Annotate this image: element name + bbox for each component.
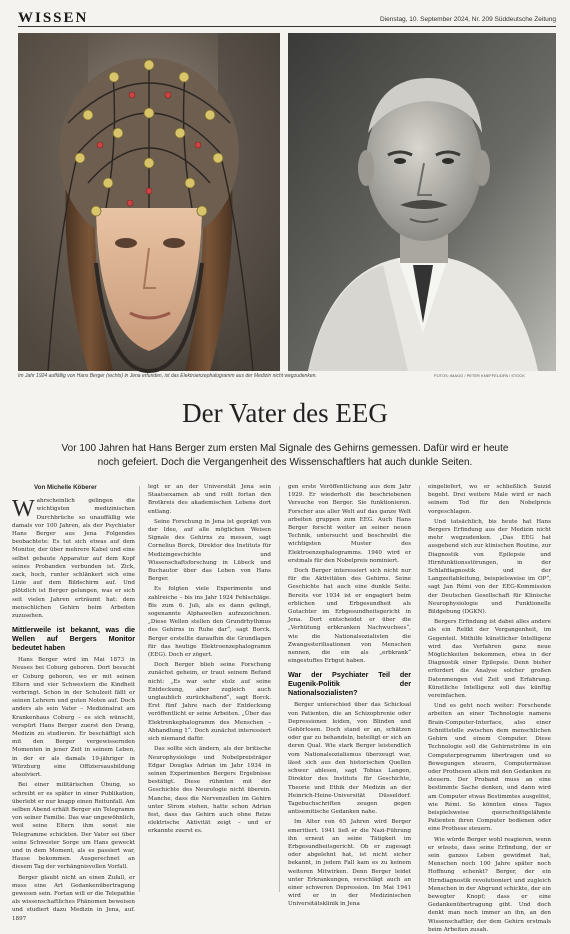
paragraph: eingeliefert, wo er schließlich Suizid begeht. Drei weitere Male wird er nach seinem Tod für den Nobelpreis vorgeschlagen. <box>428 484 551 515</box>
paragraph: Doch Berger interessiert sich nicht nur für die Aktivitäten des Gehirns. Seine Geschichte hat auch eine dunkle Seite. Bereits vor 1934 ist er engagiert beim erblichen und Erbgesundheit als Gutachter im Erbgesundheitsgericht in Jena. Dort entscheidet er über die „Verhütung erbkranken Nachwuchses“, wie die Nationalsozialisten die Zwangssterilisationen von Menschen nennen, die ein als „erbkrank“ eingestuftes Erbgut haben. <box>288 568 411 665</box>
paragraph: Und es geht noch weiter: Forschende arbeiten an einer Technologie namens Brain-Computer-Interface, also einer Schnittstelle zwischen dem menschlichen Gehirn und einem Computer. Diese Technologie soll die Gehirnströme in ein Computerprogramm übertragen und so Bewegungen steuern, Computermäuse oder Prothesen allein mit den Gedanken zu steuern. Der Proband muss an eine bestimmte Sache denken, und dann wird am Computer etwas Bestimmtes ausgelöst, wie Rémi. So könnten eines Tages beispielsweise querschnittgelähmte Patienten ihren Computer bedienen oder eine Prothese steuern. <box>428 703 551 833</box>
paragraph: Seine Forschung in Jena ist geprägt von der Idee, auf alle möglichen Weisen Signale des Gehirns zu messen, sagt Cornelius Borck, Direktor des Instituts für Medizingeschichte und Wissenschaftsforschung in Lübeck und Buchautor über das Leben von Hans Berger. <box>148 518 271 583</box>
subheading: Mittlerweile ist bekannt, was die Wellen auf Bergers Monitor bedeutet haben <box>12 625 135 653</box>
masthead <box>18 4 556 27</box>
paragraph-text: ahrscheinlich gelingen die wichtigsten medizinischen Durchbrüche so unauffällig wie damals vor 100 Jahren, als der Psychiater Hans Berger aus Jena Folgendes beobachtete: Es tut sich etwas auf dem Monitor, der über mehrere Kabel und eine selbst gebaute Apparatur auf dem Kopf seines Probanden verbunden ist. Zick, zack, hoch, runter schlänkert sich eine Linie auf dem Bildschirm auf. Und plötzlich ist Berger gelungen, was er sich seit vielen Jahren erträumt hat: dem menschlichen Gehirn beim Arbeiten zuzusehen. <box>12 498 135 620</box>
paragraph: legt er an der Universität Jena sein Staatsexamen ab und rollt fortan den Brotkreis des akademischen Lebens dort entlang. <box>148 484 271 515</box>
section-title: WISSEN <box>18 10 89 26</box>
photo-credit: FOTOS: IMAGO / PETER KNEFFEL/DPA / STOCK <box>434 373 525 378</box>
paragraph: Berger unterschied über das Schicksal von Patienten, die an Schizophrenie oder Depressionen leiden, von Blinden und Gehörlosen. Doch stand er an, schätzen oder gar zu behandeln, beteiligt er sich an deren Qual. Wie stark Berger leistendlich vom Nationalsozialismus überzeugt war, lässt sich aus den historischen Quellen schwer ablesen, sagt Tobias Langen, Direktor des Instituts für Geschichte, Theorie und Ethik der Medizin an der Heinrich-Heine-Universität Düsseldorf. Tagebuchschriften zeugen gegen antisemitische Gedanken nahe. <box>288 702 411 816</box>
column-rule <box>139 486 140 892</box>
paragraph: Im Alter von 65 Jahren wird Berger emeritiert. 1941 ließ er die Nazi-Führung ihn erneut an seine Tätigkeit im Erbgesundheitsgericht. Ob er zugesagt oder abgelehnt hat, ist nicht sicher bekannt, in jedem Fall kam es zu keinem weiteren Mitwirken. Denn Berger leidet unter Erkrankungen, verschlägt auch an einer schweren Depression. Im Mai 1941 wird er in der Medizinischen Universitätsklinik in Jena <box>288 819 411 908</box>
article-headline: Der Vater des EEG <box>182 398 388 428</box>
article-deck: Vor 100 Jahren hat Hans Berger zum ersten Mal Signale des Gehirns gemessen. Dafür wird er heute noch gefeiert. Doch die Vergangenheit des Wissenschaftlers hat auch dunkle Seiten. <box>61 443 509 468</box>
paragraph <box>12 497 135 620</box>
article-column-2 <box>148 483 271 895</box>
paragraph: Bergers Erfindung ist dabei alles andere als ein Relikt der Vergangenheit, im Gegenteil. Mithilfe künstlicher Intelligenz wird das Verfahren ganz neue Möglichkeiten bekommen, etwa in der Diagnostik einer Epilepsie. Denn bisher erfordert die Analyse solcher großen Datenmengen viel Zeit und Erfahrung. Künstliche Intelligenz soll das künftig vereinfachen. <box>428 619 551 700</box>
paragraph: Es folgten viele Experimente und zahlreiche – bis ins Jahr 1924 Fehlschläge. Bis zum 6. Juli, als es dann gelingt, sogenannte Alphawellen aufzuzeichnen. „Diese Wellen stellen den Grundrhythmus des Gehirns in Ruhe dar“, sagt Borck. Berger erstellte daraufhin die Grundlagen für das heutige Elektroenzephalogramm (EEG). Doch er zögert. <box>148 586 271 659</box>
column-rule <box>419 486 420 892</box>
paragraph: Bei einer militärischen Übung, so schreibt er es später in einer Publikation, überlebt er nur knapp einen Reitunfall. Am selben Abend erhält Berger ein Telegramm von seiner Familie. Das war ungewöhnlich, weil seine Eltern ihm sonst nie Telegramme schickten. Der Vater sei über seine Schwester Sorge um Hans geweckt und in dem Moment, als es passiert war, Hause bekommen. Ausgerechnet an diesem Tag der verhängnisvollen Vorfall. <box>12 782 135 871</box>
photo-eeg-cap <box>18 33 280 371</box>
photo-caption: Im Jahr 1924 auffällig von Hans Berger (rechts) in Jena erfunden, ist das Elektroenzephalogramm aus der Medizin nicht wegzudenken. <box>18 373 317 379</box>
paragraph: Das sollte sich ändern, als der britische Neurophysiologe und Nobelpreisträger Edgar Douglas Adrian im Jahr 1934 in seinen Experimenten Bergers Ergebnisse bestätigt. Diese rühmten mit der Geschichte des Neurologie nicht überein. Manche, dass die Nervenzellen im Gehirn unter Strom stehen, hatte schon Adrian fest, dass das Gehirn auch ohne Reize elektrische Aktivität zeigt – und er erkannte zuerst es. <box>148 746 271 835</box>
column-rule <box>279 486 280 892</box>
paragraph: Doch Berger blieb seine Forschung zunächst geheim, er traut seinem Befund nicht: „Es war sehr stolz auf seine Entdeckung, aber zugleich auch unglaublich zurückhaltend“, sagt Borck. Erst fünf Jahre nach der Entdeckung veröffentlicht er seine Arbeiten. „Über das Elektrenkephalogramm des Menschen – Abhandlung 1“. Doch zunächst interessiert sich niemand dafür. <box>148 662 271 743</box>
paragraph: gen erste Veröffentlichung aus dem Jahr 1929. Er wiederholt die beschriebenen Versuche von Berger. Sie funktionieren. Forscher aus aller Welt auf das ganze Welt arbeiten gruppen zum EEG. Auch Hans Berger forscht weiter an seiner neuen Technik, untersucht und beschreibt die wichtigsten Muster des Elektroenzephalogramms. 1940 wird er erstmals für den Nobelpreis nominiert. <box>288 484 411 564</box>
dateline: Dienstag, 10. September 2024, Nr. 209 Süddeutsche Zeitung <box>380 16 556 23</box>
paragraph: Berger glaubt nicht an einen Zufall, er muss eine Art Gedankenübertragung gewesen sein. Fortan will er die Telepathie als wissenschaftliches Phänomen beweisen und studiert dazu Medizin in Jena, auf. 1897 <box>12 874 135 922</box>
paragraph: Und tatsächlich, bis heute hat Hans Bergers Erfindung aus der Medizin nicht mehr wegzudenken. „Das EEG hat ausgehend sich zur klinischen Routine, zur Diagnostik von Epilepsie und Hirnfunktionsstörungen, in der Schlafdiagnostik und der Langzeitableitung, beispielsweise im OP“, sagt Jan Rémi von der EEG-Kommission der Deutschen Gesellschaft für Klinische Neurophysiologie und Funktionelle Bildgebung (DGKN). <box>428 518 551 616</box>
byline: Von Michelle Köberer <box>34 484 97 491</box>
paragraph: Hans Berger wird im Mai 1873 in Neuses bei Coburg geboren. Dort besucht er Coburg geboren, wo er mit seinen Eltern und vier Schwestern die Kindheit verbringt. Schon in der Schulzeit fällt er seinen Lehrern und guten Noten auf. Doch anders als sein Vater – Medizinalrat am Krankenhaus Coburg – es sich wünscht, verspürt Hans Berger zuerst den Drang, Medizin zu studieren. Er beschäftigt sich mit den Berger vergewissernden Momenten in jener Zeit in seinem Leben, in der er als damals 19-jähriger in Würzburg eine Offiziersausbildung absolviert. <box>12 657 135 779</box>
article-column-3 <box>288 483 411 908</box>
subheading: War der Psychiater Teil der Eugenik-Politik der Nationalsozialisten? <box>288 670 411 698</box>
article-column-4 <box>428 483 551 933</box>
article-column-1 <box>12 483 135 922</box>
photo-hans-berger <box>288 33 556 371</box>
paragraph: Wie würde Berger wohl reagieren, wenn er wüsste, dass seine Erfindung, der er sein ganzes Leben gewidmet hat, Menschen noch 100 Jahre später noch Hoffnung schenkt? Berger, der ein Hirndiagnostik revolutioniert und zugleich Menschen in der Abgrund schickte, der ein bewegter Knopf; dass er eine Gedankenübertragung gibt. Und doch denkt man noch immer an ihn, an den Wissenschaftler, der dem Gehirn erstmals beim Arbeiten zusah. <box>428 836 551 933</box>
dropcap: W <box>12 496 35 523</box>
